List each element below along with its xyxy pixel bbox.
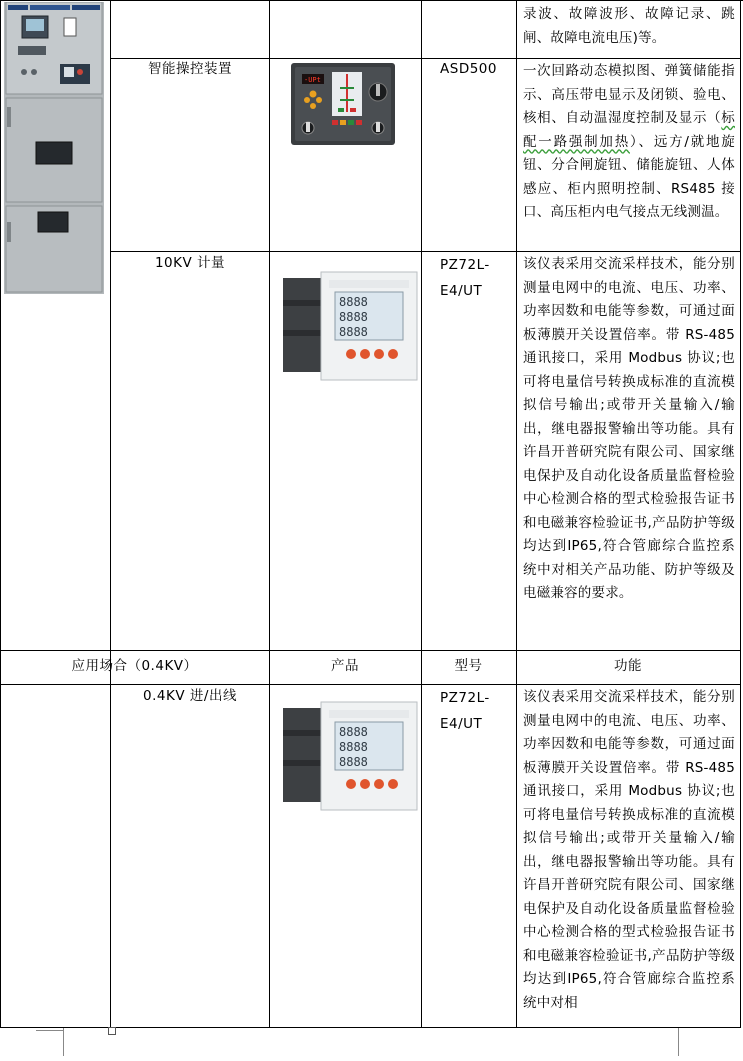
footer-mark-left [63,1028,64,1056]
row3-model-label: PZ72L-E4/UT [440,257,490,299]
asd500-controller-image [290,62,396,146]
table-border-top [0,0,743,1]
header-product: 产品 [331,658,359,674]
row2-function-text [523,60,735,225]
row3-product-label: 10KV 计量 [154,255,226,271]
header-model: 型号 [454,658,483,674]
footer-mark-right [678,1028,679,1056]
row2-function-post: ）、远方/就地旋钮、分合闸旋钮、储能旋钮、人体感应、柜内照明控制、RS485 接口、高压柜内电气接点无线测温。 [523,133,735,220]
pz72l-meter-image-04kv [281,700,419,812]
asd500-display-text: -UPt [304,76,321,84]
row4-function-text: 该仪表采用交流采样技术，能分别测量电网中的电流、电压、功率、功率因数和电能等参数，可通过面板薄膜开关设置倍率。带 RS-485 通讯接口，采用 Modbus 协议;也可将电量信号转换成标准的直流模拟信号输出;或带开关量输入/输出，继电器报警输出等功能。具有许昌开普研究院有限公司、国家继电保护及自动化设备质量监督检验中心检测合格的型式检验报告证书和电磁兼容检验证书,产品防护等级均达到IP65,符合管廊综合监控系统中对相 [523,689,735,1011]
row3-function-text: 该仪表采用交流采样技术，能分别测量电网中的电流、电压、功率、功率因数和电能等参数，可通过面板薄膜开关设置倍率。带 RS-485 通讯接口，采用 Modbus 协议;也可将电量信号转换成标准的直流模拟信号输出;或带开关量输入/输出，继电器报警输出等功能。具有许昌开普研究院有限公司、国家继电保护及自动化设备质量监督检验中心检测合格的型式检验报告证书和电磁兼容检验证书,产品防护等级均达到IP65,符合管廊综合监控系统中对相关产品功能、防护等级及电磁兼容的要求。 [523,256,735,601]
switchgear-cabinet-photo [4,2,104,294]
header-scene: 应用场合（0.4KV） [71,658,198,674]
section-divider-top [0,650,740,651]
col-line-left [0,0,1,1028]
col-line-model [421,0,422,1028]
col-line-product [269,0,270,1028]
row4-product-label: 0.4KV 进/出线 [143,688,237,704]
footer-mark-base [36,1030,64,1031]
meter-04kv-readout-1: 8888 [339,725,368,739]
header-function: 功能 [614,658,642,674]
col-line-function [516,0,517,1028]
row4-model-label: PZ72L-E4/UT [440,690,490,732]
footer-anchor-icon [108,1027,116,1035]
row2-function-pre: 一次回路动态模拟图、弹簧储能指示、高压带电显示及闭锁、验电、核相、自动温湿度控制及显示（ [523,63,735,126]
meter-10kv-readout-1: 8888 [339,295,368,309]
pz72l-meter-image-10kv [281,270,419,382]
row1-function-text: 录波、故障波形、故障记录、跳闸、故障电流电压)等。 [523,6,735,46]
col-line-right [740,0,741,1028]
meter-10kv-readout-2: 8888 [339,310,368,324]
meter-04kv-readout-3: 8888 [339,755,368,769]
col-line-scene [110,0,111,1028]
row2-function-mark: 标配一路强制加热 [523,110,735,150]
meter-10kv-readout-3: 8888 [339,325,368,339]
row2-model-label: ASD500 [440,61,497,77]
meter-04kv-readout-2: 8888 [339,740,368,754]
row2-product-label: 智能操控装置 [148,61,232,77]
